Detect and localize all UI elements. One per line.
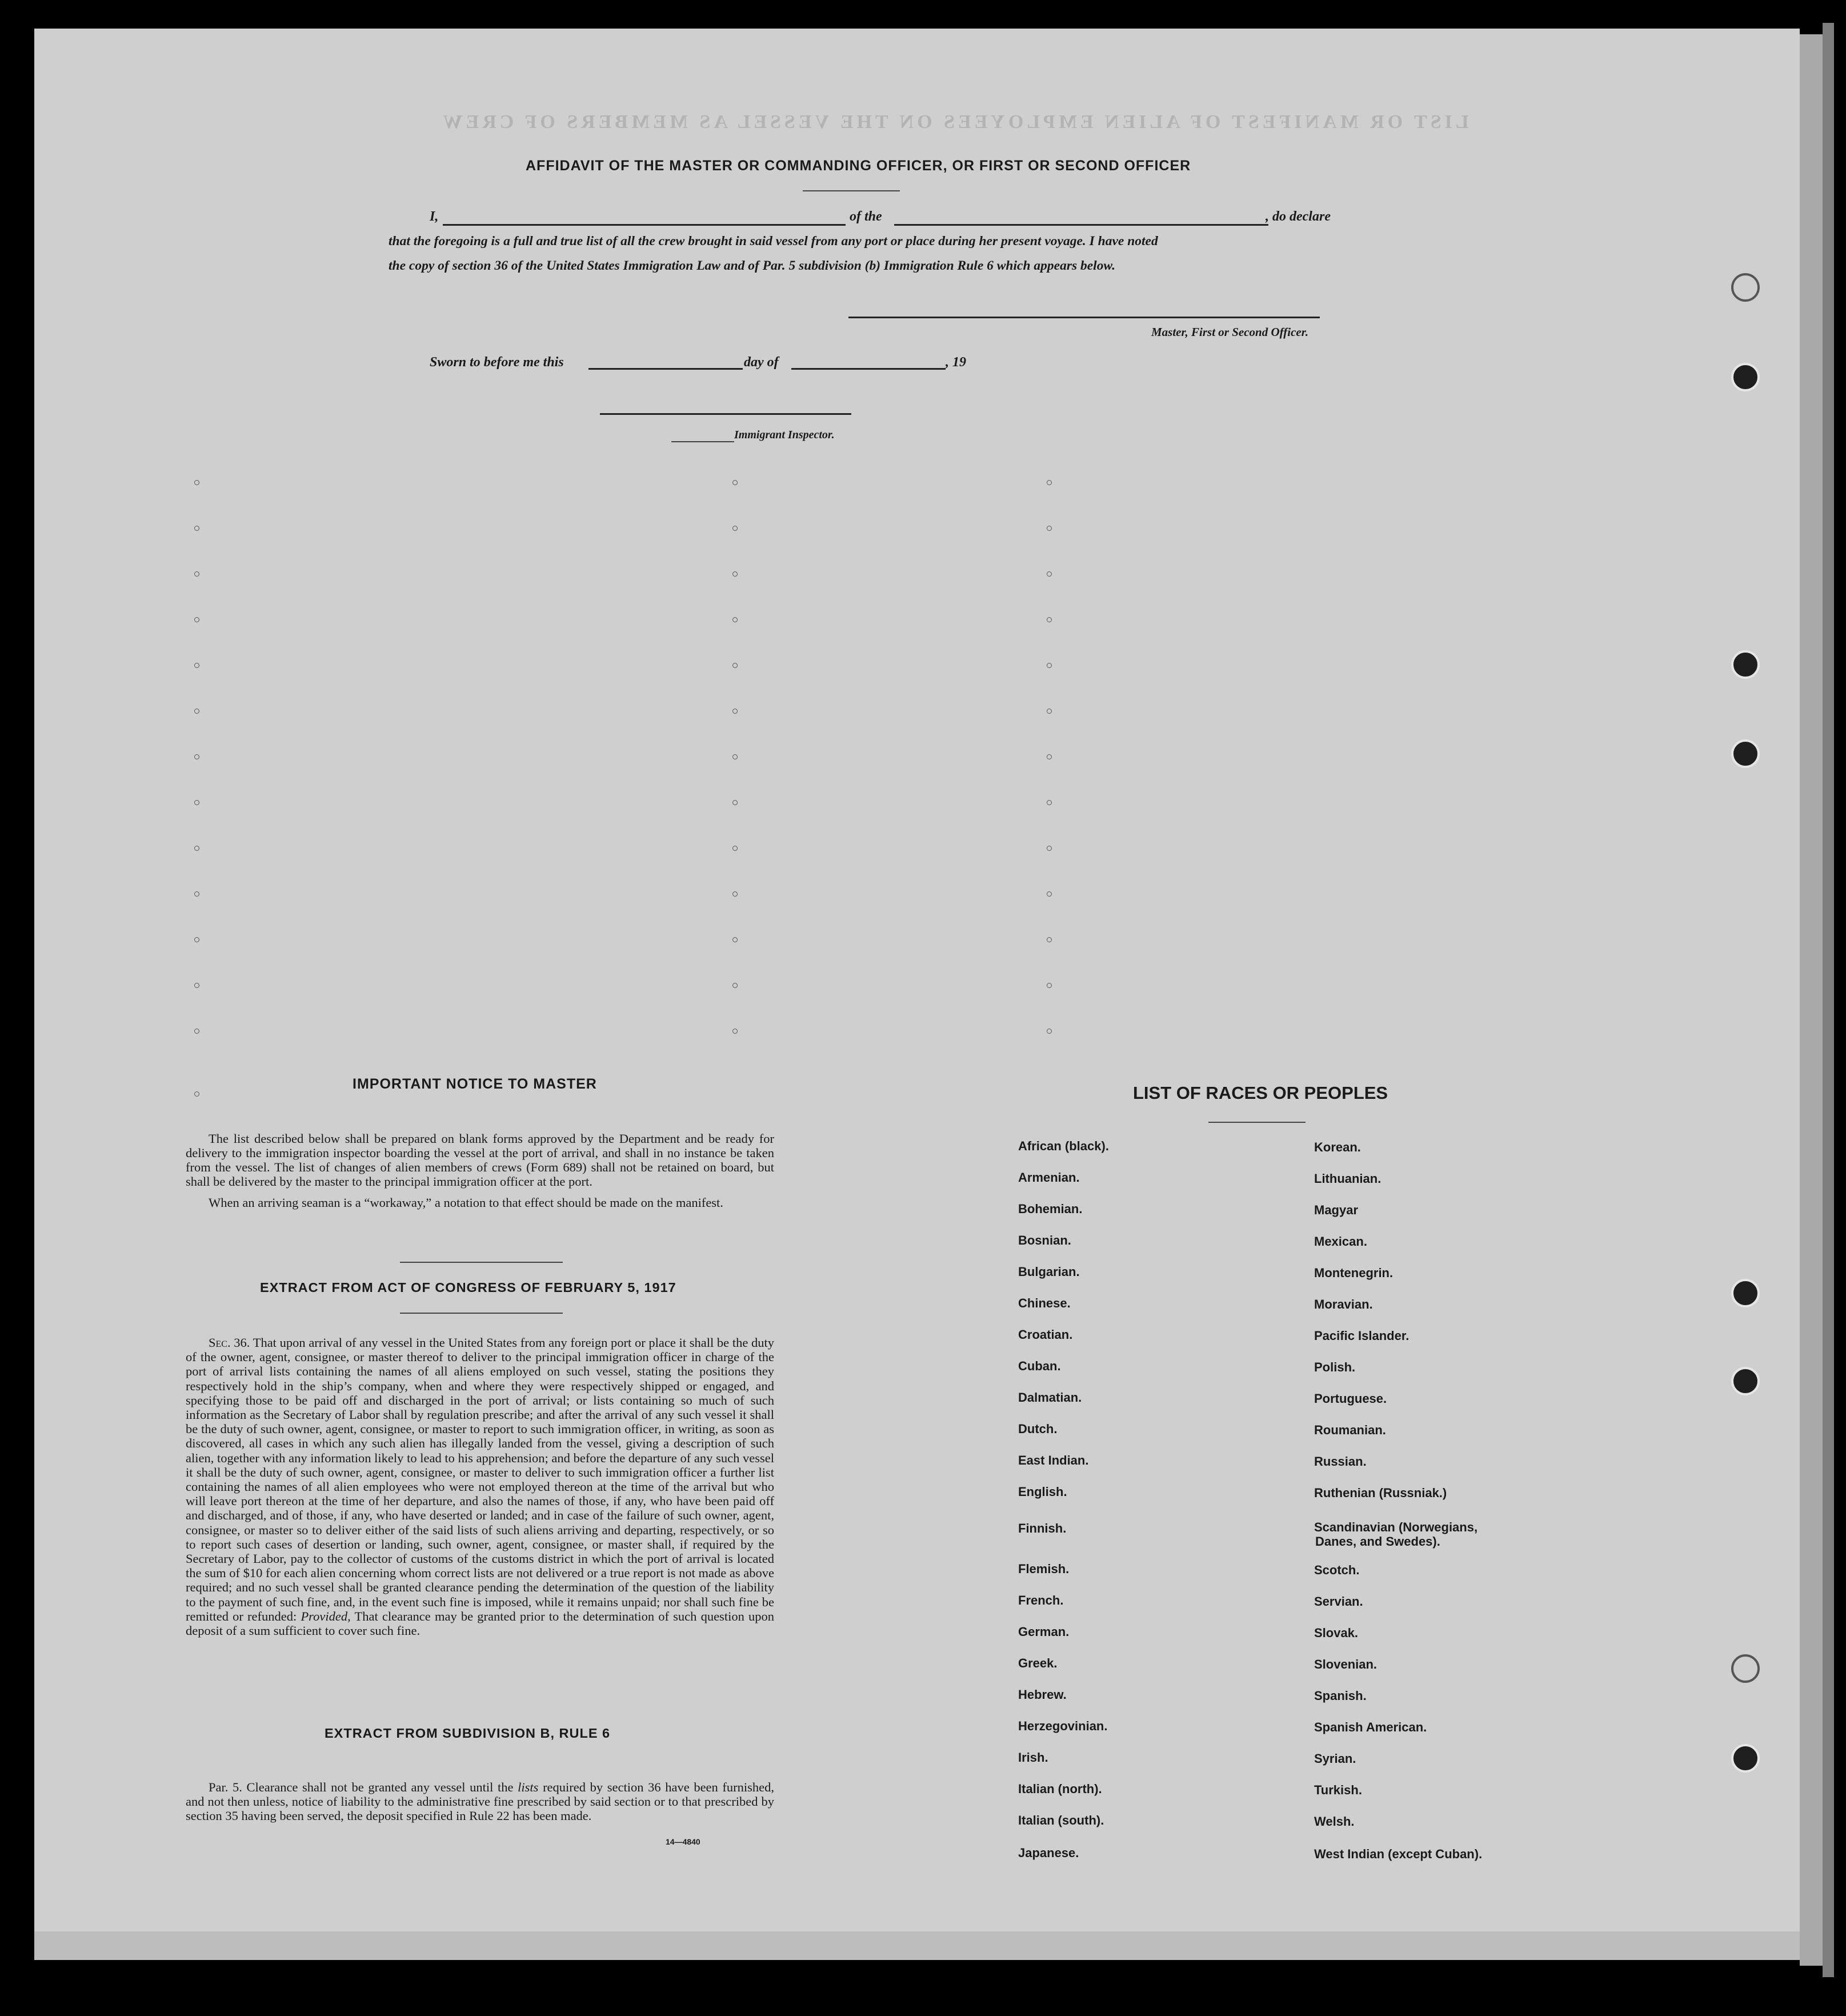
notice-body — [186, 1131, 774, 1221]
race-item: Slovenian. — [1314, 1657, 1378, 1671]
binder-hole-icon — [1731, 273, 1760, 302]
inspector-signature-line[interactable] — [600, 413, 851, 415]
race-item: Italian (north). — [1018, 1782, 1102, 1796]
declarant-prefix: I, — [430, 209, 439, 224]
section-body-end: That clearance may be granted prior to the determination of such question upon deposit of a sum sufficient to cover such fine. — [186, 1609, 774, 1638]
race-scandinavian-cont: Danes, and Swedes). — [1315, 1534, 1440, 1549]
races-title-divider — [1208, 1122, 1306, 1123]
race-item: Greek. — [1018, 1656, 1058, 1670]
sworn-month-line[interactable] — [791, 368, 946, 370]
race-item: West Indian (except Cuban). — [1314, 1847, 1483, 1861]
master-signature-line[interactable] — [848, 317, 1320, 318]
declare-label: , do declare — [1266, 209, 1331, 224]
provided-word: Provided, — [301, 1609, 351, 1623]
race-item: German. — [1018, 1625, 1070, 1639]
notice-divider — [400, 1262, 563, 1263]
race-item: French. — [1018, 1593, 1064, 1607]
lists-word: lists — [518, 1780, 539, 1794]
sheet-bottom-edge — [34, 1931, 1800, 1960]
sworn-label: Sworn to before me this — [430, 355, 564, 370]
sworn-day-line[interactable] — [588, 368, 743, 370]
race-item: Portuguese. — [1314, 1391, 1387, 1406]
race-item: Chinese. — [1018, 1296, 1071, 1310]
notice-paragraph-1: The list described below shall be prepared on blank forms approved by the Department and be ready for delivery to the immigration inspector boarding the vessel at the port of arrival, and shall in no instance be taken from the vessel. The list of changes of alien members of crews (Form 689) shall not be retained on board, but shall be delivered by the master to the principal immigration officer at the port. — [186, 1131, 774, 1189]
race-item: Scandinavian (Norwegians, — [1314, 1520, 1478, 1534]
race-item: Armenian. — [1018, 1170, 1080, 1185]
race-item: Bosnian. — [1018, 1233, 1071, 1247]
section-label: Sec. 36. — [209, 1335, 250, 1350]
races-title: LIST OF RACES OR PEOPLES — [1133, 1083, 1388, 1103]
race-item: Flemish. — [1018, 1562, 1070, 1576]
race-item: Korean. — [1314, 1140, 1361, 1154]
binder-strip — [1800, 34, 1823, 1966]
race-item: Bohemian. — [1018, 1202, 1083, 1216]
vessel-name-line[interactable] — [894, 224, 1268, 226]
rule-body: Par. 5. Clearance shall not be granted any vessel until the — [209, 1780, 514, 1794]
race-item: African (black). — [1018, 1139, 1109, 1153]
race-item: Italian (south). — [1018, 1813, 1104, 1827]
race-item: Croatian. — [1018, 1327, 1073, 1342]
affidavit-statement-1: that the foregoing is a full and true list of all the crew brought in said vessel from any port or place during her present voyage. I have noted — [389, 234, 1158, 249]
binder-hole-icon — [1731, 363, 1760, 391]
notice-paragraph-2: When an arriving seaman is a “workaway,” a notation to that effect should be made on the manifest. — [209, 1195, 723, 1210]
race-item: Moravian. — [1314, 1297, 1373, 1311]
race-item: Magyar — [1314, 1203, 1359, 1217]
affidavit-title: AFFIDAVIT OF THE MASTER OR COMMANDING OFFICER, OR FIRST OR SECOND OFFICER — [526, 158, 1191, 174]
race-item: Herzegovinian. — [1018, 1719, 1108, 1733]
rule-body-end: required by section 36 have been furnished, and not then unless, notice of liability to the administrative fine prescribed by said section or to that prescribed by section 35 having been served, the deposit specified in Rule 22 has been made. — [186, 1780, 775, 1823]
race-item: Hebrew. — [1018, 1687, 1067, 1702]
race-item: Irish. — [1018, 1750, 1048, 1765]
day-of-label: day of — [744, 355, 779, 370]
bleed-through-heading: LIST OR MANIFEST OF ALIEN EMPLOYEES ON THE VESSEL AS MEMBERS OF CREW — [439, 111, 1469, 133]
race-item: East Indian. — [1018, 1453, 1089, 1467]
race-item: Welsh. — [1314, 1814, 1355, 1829]
race-item: English. — [1018, 1485, 1067, 1499]
binder-hole-icon — [1731, 1279, 1760, 1307]
binder-hole-icon — [1731, 739, 1760, 768]
title-divider — [803, 190, 900, 191]
section-36-text — [186, 1335, 774, 1638]
master-signature-label: Master, First or Second Officer. — [1151, 325, 1308, 339]
race-item: Servian. — [1314, 1594, 1363, 1609]
inspector-label: Immigrant Inspector. — [734, 429, 835, 441]
race-item: Syrian. — [1314, 1751, 1356, 1766]
race-item: Bulgarian. — [1018, 1265, 1080, 1279]
form-sheet — [34, 29, 1800, 1960]
section-body: That upon arrival of any vessel in the United States from any foreign port or place it shall be the duty of the owner, agent, consignee, or master thereof to deliver to the principal immigration officer in charge of the port of arrival lists containing the names of all aliens employed on such vessel, stating the positions they respectively hold in the ship’s company, when and where they were respectively shipped or engaged, and specifying those to be paid off and discharged in the port of arrival; or lists containing so much of such information as the Secretary of Labor shall by regulation prescribe; and after the arrival of any such vessel it shall be the duty of such owner, agent, consignee, or master to report to such immigration officer, in writing, as soon as discovered, all cases in which any such alien has illegally landed from the vessel, giving a description of such alien, together with any information likely to lead to his apprehension; and before the departure of any such vessel it shall be the duty of such owner, agent, consignee, or master to deliver to such immigration officer a further list containing the names of all alien employees who were not employed thereon at the time of the arrival but who will leave port thereon at the time of her departure, and also the names of those, if any, who have been paid off and discharged, and of those, if any, who have deserted or landed; and in case of the failure of such owner, agent, consignee, or master so to deliver either of the said lists of such aliens arriving and departing, respectively, or so to report such cases of desertion or landing, such owner, agent, consignee, or master shall, if required by the Secretary of Labor, pay to the collector of customs of the customs district in which the port of arrival is located the sum of $10 for each alien concerning whom correct lists are not delivered or a true report is not made as above required; and no such vessel shall be granted clearance pending the determination of the question of the liability to the payment of such fine, and, in the event such fine is imposed, while it remains unpaid; nor shall such fine be remitted or refunded: — [186, 1335, 775, 1623]
race-item: Cuban. — [1018, 1359, 1061, 1373]
race-item: Spanish American. — [1314, 1720, 1427, 1734]
act-extract-title: EXTRACT FROM ACT OF CONGRESS OF FEBRUARY 5, 1917 — [260, 1280, 676, 1295]
race-item: Mexican. — [1314, 1234, 1367, 1249]
race-item: Finnish. — [1018, 1521, 1067, 1535]
rule-extract-title: EXTRACT FROM SUBDIVISION B, RULE 6 — [325, 1726, 611, 1741]
race-item: Turkish. — [1314, 1783, 1362, 1797]
race-item: Ruthenian (Russniak.) — [1314, 1486, 1447, 1500]
form-number: 14—4840 — [666, 1837, 700, 1846]
race-item: Pacific Islander. — [1314, 1329, 1409, 1343]
year-label: , 19 — [946, 355, 966, 370]
race-item: Polish. — [1314, 1360, 1356, 1374]
race-item: Japanese. — [1018, 1846, 1079, 1860]
binder-hole-icon — [1731, 1367, 1760, 1395]
notice-title: IMPORTANT NOTICE TO MASTER — [353, 1076, 597, 1092]
race-item: Russian. — [1314, 1454, 1367, 1469]
race-item: Lithuanian. — [1314, 1171, 1382, 1186]
affidavit-statement-2: the copy of section 36 of the United States Immigration Law and of Par. 5 subdivision (b) Immigration Rule 6 which appears below. — [389, 258, 1116, 273]
binder-hole-icon — [1731, 1744, 1760, 1773]
binder-hole-icon — [1731, 650, 1760, 679]
inspector-label-rule — [671, 441, 734, 442]
rule-text — [186, 1780, 774, 1823]
race-item: Scotch. — [1314, 1563, 1360, 1577]
act-title-divider — [400, 1313, 563, 1314]
race-item: Dalmatian. — [1018, 1390, 1082, 1405]
declarant-name-line[interactable] — [443, 224, 846, 226]
binder-hole-icon — [1731, 1654, 1760, 1683]
race-item: Roumanian. — [1314, 1423, 1386, 1437]
race-item: Dutch. — [1018, 1422, 1058, 1436]
race-item: Montenegrin. — [1314, 1266, 1393, 1280]
binder-edge — [1823, 23, 1834, 1977]
race-item: Slovak. — [1314, 1626, 1359, 1640]
of-the-label: of the — [850, 209, 882, 224]
race-item: Spanish. — [1314, 1689, 1367, 1703]
